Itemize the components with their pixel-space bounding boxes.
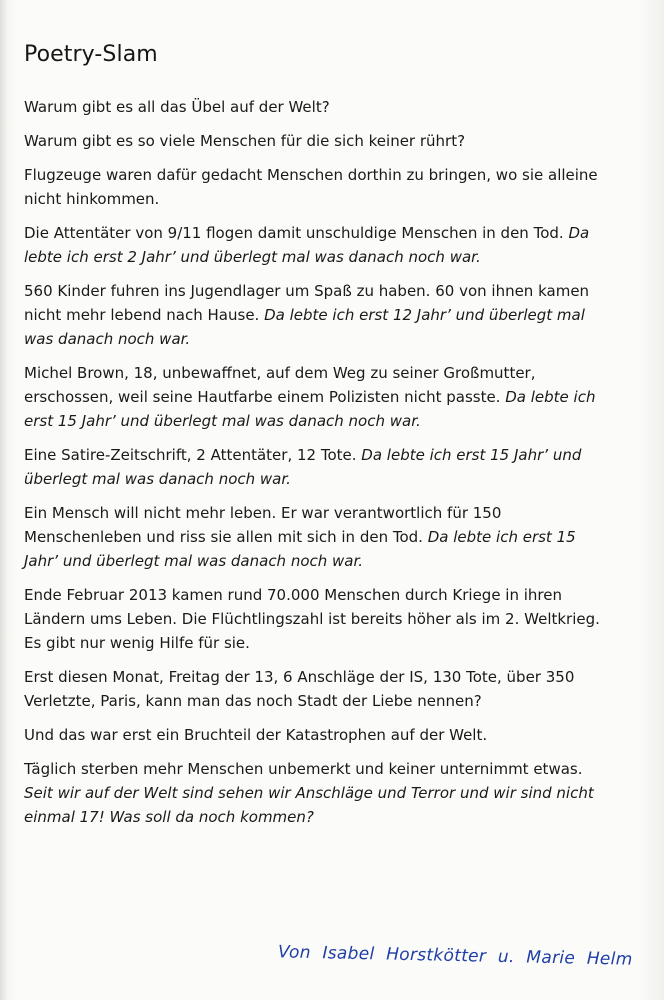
poem-paragraph-10: Erst diesen Monat, Freitag der 13, 6 Anschläge der IS, 130 Tote, über 350 Verletzte, Paris, kann man das noch Stadt der Liebe nennen? bbox=[24, 668, 575, 710]
poem-paragraph-2: Warum gibt es so viele Menschen für die sich keiner rührt? bbox=[24, 132, 466, 150]
poem-paragraph-6: Michel Brown, 18, unbewaffnet, auf dem Weg zu seiner Großmutter, erschossen, weil seine Hautfarbe einem Polizisten nicht passte. Da lebte ich erst 15 Jahr’ und überlegt mal was danach noch war. bbox=[24, 364, 596, 430]
refrain-text: Da lebte ich erst 15 Jahr’ und überlegt mal was danach noch war. bbox=[24, 528, 576, 570]
poem-body bbox=[24, 95, 610, 839]
refrain-text: Da lebte ich erst 15 Jahr’ und überlegt mal was danach noch war. bbox=[24, 446, 582, 488]
closing-italic-text: Seit wir auf der Welt sind sehen wir Anschläge und Terror und wir sind nicht einmal 17! Was soll da noch kommen? bbox=[24, 784, 594, 826]
page-edge-shadow bbox=[0, 0, 8, 1000]
poem-paragraph-5: 560 Kinder fuhren ins Jugendlager um Spaß zu haben. 60 von ihnen kamen nicht mehr lebend nach Hause. Da lebte ich erst 12 Jahr’ und überlegt mal was danach noch war. bbox=[24, 282, 590, 348]
handwritten-signature: Von Isabel Horstkötter u. Marie Helm bbox=[277, 942, 633, 970]
poem-paragraph-8: Ein Mensch will nicht mehr leben. Er war verantwortlich für 150 Menschenleben und riss sie allen mit sich in den Tod. Da lebte ich erst 15 Jahr’ und überlegt mal was danach noch war. bbox=[24, 504, 576, 570]
poem-paragraph-3: Flugzeuge waren dafür gedacht Menschen dorthin zu bringen, wo sie alleine nicht hinkommen. bbox=[24, 166, 598, 208]
poem-paragraph-11: Und das war erst ein Bruchteil der Katastrophen auf der Welt. bbox=[24, 726, 488, 744]
poem-paragraph-12: Täglich sterben mehr Menschen unbemerkt und keiner unternimmt etwas. Seit wir auf der Welt sind sehen wir Anschläge und Terror und wir sind nicht einmal 17! Was soll da noch kommen? bbox=[24, 760, 594, 826]
refrain-text: Da lebte ich erst 15 Jahr’ und überlegt mal was danach noch war. bbox=[24, 388, 596, 430]
poem-paragraph-7: Eine Satire-Zeitschrift, 2 Attentäter, 12 Tote. Da lebte ich erst 15 Jahr’ und überlegt mal was danach noch war. bbox=[24, 446, 582, 488]
poem-paragraph-4: Die Attentäter von 9/11 flogen damit unschuldige Menschen in den Tod. Da lebte ich erst 2 Jahr’ und überlegt mal was danach noch war. bbox=[24, 224, 590, 266]
refrain-text: Da lebte ich erst 12 Jahr’ und überlegt mal was danach noch war. bbox=[24, 306, 585, 348]
poem-paragraph-1: Warum gibt es all das Übel auf der Welt? bbox=[24, 98, 330, 116]
refrain-text: Da lebte ich erst 2 Jahr’ und überlegt mal was danach noch war. bbox=[24, 224, 590, 266]
poem-paragraph-9: Ende Februar 2013 kamen rund 70.000 Menschen durch Kriege in ihren Ländern ums Leben. Die Flüchtlingszahl ist bereits höher als im 2. Weltkrieg. Es gibt nur wenig Hilfe für sie. bbox=[24, 586, 600, 652]
page-title: Poetry-Slam bbox=[24, 41, 158, 67]
